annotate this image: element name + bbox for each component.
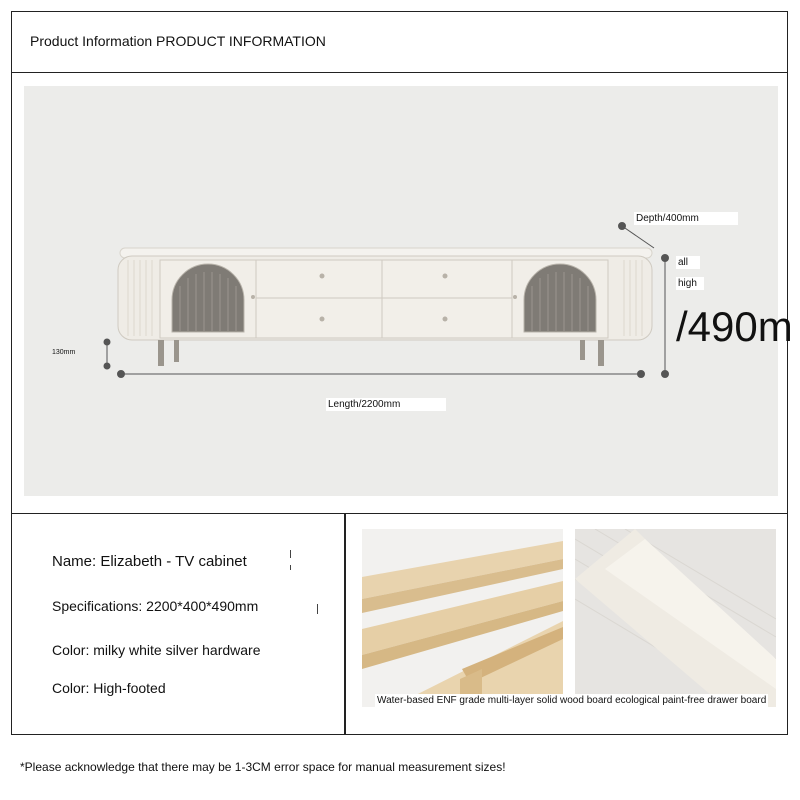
wood-board-illustration (362, 529, 563, 707)
spec-color-1: Color: milky white silver hardware (52, 642, 261, 658)
decor-mark (290, 565, 291, 570)
decor-mark (290, 550, 291, 558)
height-label-line1: all (676, 256, 700, 269)
leather-finish-photo (575, 529, 776, 707)
spec-specifications: Specifications: 2200*400*490mm (52, 598, 259, 614)
depth-label: Depth/400mm (634, 212, 738, 225)
length-label: Length/2200mm (326, 398, 446, 411)
tv-cabinet-illustration (24, 86, 778, 496)
wood-board-photo (362, 529, 563, 707)
leather-finish-illustration (575, 529, 776, 707)
height-label-line2: high (676, 277, 704, 290)
details-divider (344, 513, 346, 735)
spec-name: Name: Elizabeth - TV cabinet (52, 553, 247, 570)
page-title: Product Information PRODUCT INFORMATION (30, 33, 326, 49)
decor-mark (317, 604, 318, 614)
product-photo (24, 86, 778, 496)
leg-height-label: 130mm (50, 348, 100, 357)
footnote: *Please acknowledge that there may be 1-3CM error space for manual measurement sizes! (20, 760, 506, 774)
material-caption: Water-based ENF grade multi-layer solid wood board ecological paint-free drawer board (377, 695, 767, 706)
spec-color-2: Color: High-footed (52, 680, 166, 696)
height-value: /490m (676, 303, 793, 350)
